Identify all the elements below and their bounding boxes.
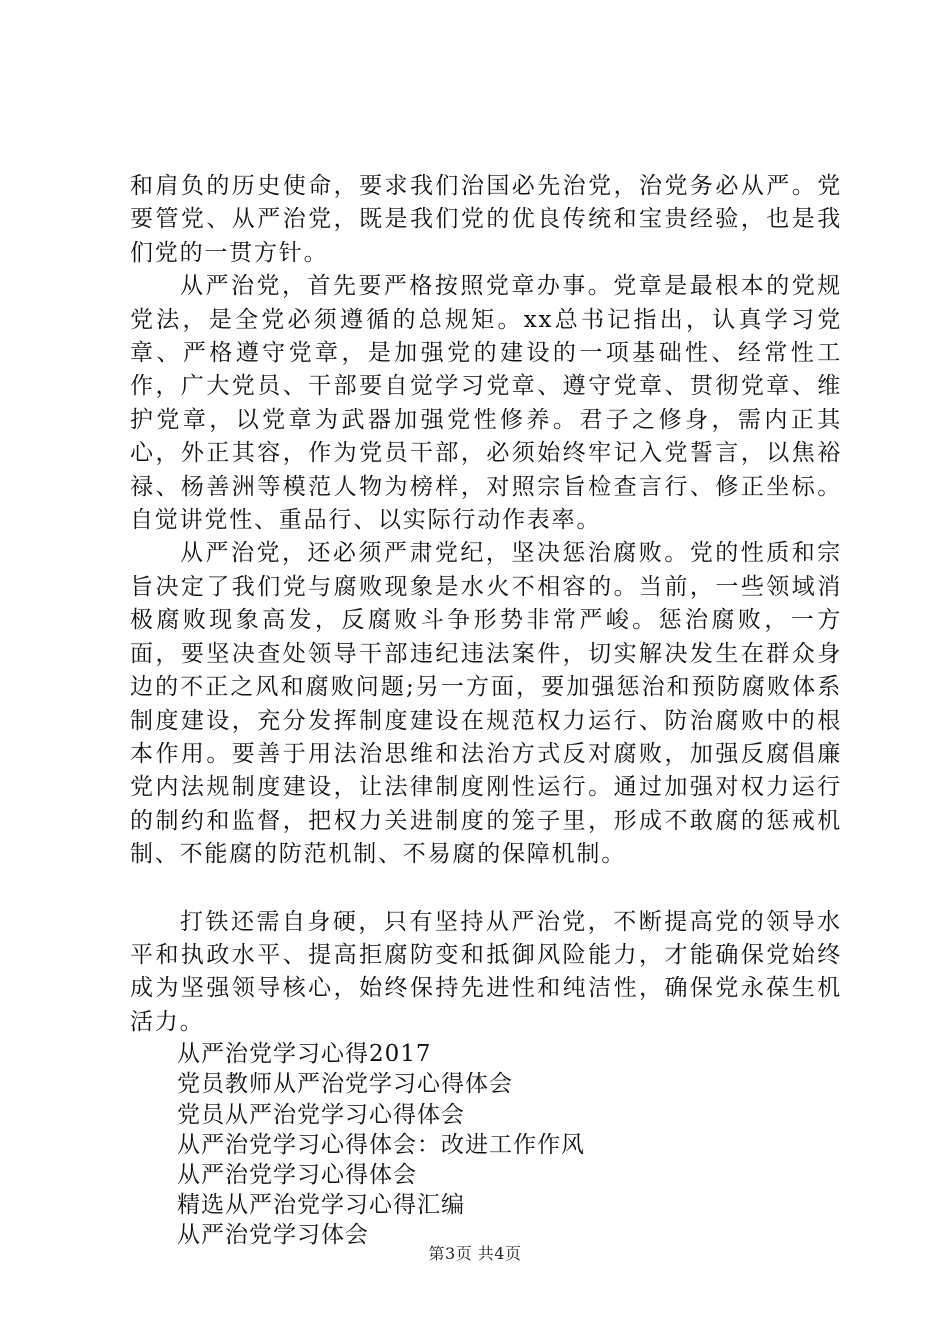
related-article-link[interactable]: 从严治党学习心得2017 — [177, 1041, 432, 1068]
paragraph: 从严治党，还必须严肃党纪，坚决惩治腐败。党的性质和宗旨决定了我们党与腐败现象是水火不相容的。当前，一些领域消极腐败现象高发，反腐败斗争形势非常严峻。惩治腐败，一方面，要坚决查处领导干部违纪违法案件，切实解决发生在群众身边的不正之风和腐败问题;另一方面，要加强惩治和预防腐败体系制度建设，充分发挥制度建设在规范权力运行、防治腐败中的根本作用。要善于用法治思维和法治方式反对腐败，加强反腐倡廉党内法规制度建设，让法律制度刚性运行。通过加强对权力运行的制约和监督，把权力关进制度的笼子里，形成不敢腐的惩戒机制、不能腐的防范机制、不易腐的保障机制。 — [130, 540, 842, 868]
related-article-link[interactable]: 精选从严治党学习心得汇编 — [177, 1192, 465, 1219]
paragraph-spacer — [130, 872, 842, 906]
related-article-link[interactable]: 从严治党学习心得体会：改进工作作风 — [177, 1131, 585, 1158]
document-body — [130, 170, 842, 1251]
related-articles-list — [130, 1039, 842, 1250]
paragraph: 和肩负的历史使命，要求我们治国必先治党，治党务必从严。党要管党、从严治党，既是我们党的优良传统和宝贵经验，也是我们党的一贯方针。 — [130, 173, 842, 266]
related-article-link[interactable]: 从严治党学习心得体会 — [177, 1161, 417, 1188]
paragraph: 从严治党，首先要严格按照党章办事。党章是最根本的党规党法，是全党必须遵循的总规矩。xx总书记指出，认真学习党章、严格遵守党章，是加强党的建设的一项基础性、经常性工作，广大党员、干部要自觉学习党章、遵守党章、贯彻党章、维护党章，以党章为武器加强党性修养。君子之修身，需内正其心，外正其容，作为党员干部，必须始终牢记入党誓言，以焦裕禄、杨善洲等模范人物为榜样，对照宗旨检查言行、修正坐标。自觉讲党性、重品行、以实际行动作表率。 — [130, 273, 842, 534]
page-number-footer: 第3页 共4页 — [428, 1244, 522, 1263]
paragraph: 打铁还需自身硬，只有坚持从严治党，不断提高党的领导水平和执政水平、提高拒腐防变和抵御风险能力，才能确保党始终成为坚强领导核心，始终保持先进性和纯洁性，确保党永葆生机活力。 — [130, 908, 842, 1035]
related-article-link[interactable]: 党员从严治党学习心得体会 — [177, 1101, 465, 1128]
related-article-link[interactable]: 从严治党学习体会 — [177, 1222, 369, 1249]
related-article-link[interactable]: 党员教师从严治党学习心得体会 — [177, 1071, 513, 1098]
